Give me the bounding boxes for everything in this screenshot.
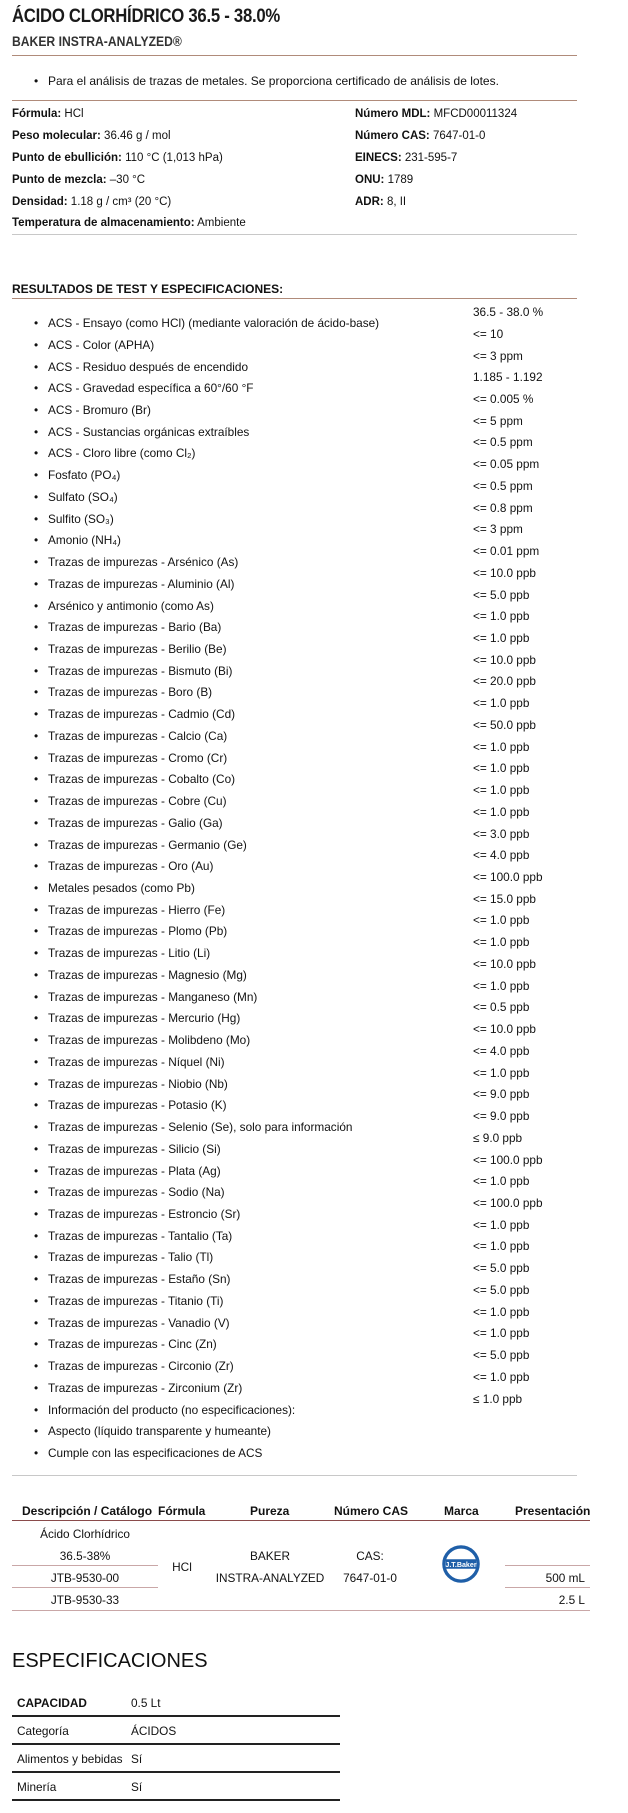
- row-rule: [12, 1587, 158, 1588]
- cas-line1: CAS:: [356, 1549, 384, 1563]
- description-bullet: • Para el análisis de trazas de metales. Se proporciona certificado de análisis de lotes.: [48, 74, 499, 88]
- table-row-catalog[interactable]: JTB-9530-33: [50, 1593, 120, 1607]
- description-line2: 36.5-38%: [59, 1549, 111, 1563]
- spec-value: <= 10.0 ppb: [473, 565, 536, 580]
- property-mdl: Número MDL: MFCD00011324: [355, 108, 518, 120]
- spec-value: <= 10: [473, 326, 504, 341]
- spec-value: <= 0.005 %: [473, 391, 534, 406]
- spec-value: <= 5.0 ppb: [473, 587, 530, 602]
- spec-value: 1.185 - 1.192: [473, 370, 543, 385]
- table-bottom-rule: [12, 1610, 590, 1611]
- spec-item: • Trazas de impurezas - Oro (Au): [48, 859, 213, 873]
- spec-item: • Trazas de impurezas - Cobre (Cu): [48, 794, 227, 808]
- property-boiling-point: Punto de ebullición: 110 °C (1,013 hPa): [12, 152, 223, 164]
- spec-item: • Trazas de impurezas - Selenio (Se), solo para información: [48, 1120, 352, 1134]
- spec-item: • ACS - Gravedad específica a 60°/60 °F: [48, 381, 254, 395]
- divider: [12, 298, 577, 299]
- formula-cell: HCl: [172, 1560, 192, 1574]
- spec-item: • Trazas de impurezas - Calcio (Ca): [48, 729, 227, 743]
- spec-item: • Trazas de impurezas - Magnesio (Mg): [48, 968, 247, 982]
- spec-value: <= 1.0 ppb: [473, 913, 530, 928]
- property-molecular-weight: Peso molecular: 36.46 g / mol: [12, 130, 171, 142]
- spec-value: ≤ 9.0 ppb: [473, 1130, 523, 1145]
- spec-value: <= 1.0 ppb: [473, 1369, 530, 1384]
- spec-value: <= 1.0 ppb: [473, 609, 530, 624]
- results-title: RESULTADOS DE TEST Y ESPECIFICACIONES:: [12, 282, 284, 296]
- cas-line2: 7647-01-0: [343, 1571, 397, 1585]
- spec-value: <= 3 ppm: [473, 522, 523, 537]
- table-row-catalog[interactable]: JTB-9530-00: [50, 1571, 120, 1585]
- spec-value: <= 100.0 ppb: [473, 870, 543, 884]
- divider: [12, 1475, 577, 1476]
- spec-item: • Trazas de impurezas - Silicio (Si): [48, 1142, 221, 1156]
- row-rule: [505, 1565, 590, 1566]
- spec-value: <= 1.0 ppb: [473, 761, 530, 776]
- spec-value: <= 4.0 ppb: [473, 848, 530, 863]
- spec-value: <= 10.0 ppb: [473, 652, 536, 667]
- row-rule: [12, 1565, 158, 1566]
- spec-value: <= 1.0 ppb: [473, 1174, 530, 1189]
- purity-line1: BAKER: [250, 1549, 290, 1563]
- spec-value: <= 20.0 ppb: [473, 674, 536, 689]
- spec-value-food: Sí: [131, 1752, 143, 1766]
- spec-item: • ACS - Bromuro (Br): [48, 403, 151, 417]
- spec-label-food: Alimentos y bebidas: [17, 1752, 123, 1766]
- spec-value: <= 0.01 ppm: [473, 544, 540, 558]
- spec-item: • Trazas de impurezas - Cinc (Zn): [48, 1337, 217, 1351]
- spec-value-mining: Sí: [131, 1780, 143, 1794]
- divider: [12, 234, 577, 235]
- spec-item: • Trazas de impurezas - Vanadio (V): [48, 1316, 230, 1330]
- divider: [12, 1771, 340, 1773]
- spec-value: <= 50.0 ppb: [473, 717, 536, 732]
- spec-item: • Trazas de impurezas - Titanio (Ti): [48, 1294, 223, 1308]
- spec-value: <= 3 ppm: [473, 348, 523, 363]
- spec-item: • Trazas de impurezas - Zirconium (Zr): [48, 1381, 242, 1395]
- spec-value: <= 10.0 ppb: [473, 1022, 536, 1037]
- spec-value: <= 9.0 ppb: [473, 1087, 530, 1102]
- spec-item: • Sulfito (SO₃): [48, 512, 114, 526]
- spec-value: <= 0.5 ppm: [473, 435, 533, 450]
- spec-item: • Trazas de impurezas - Berilio (Be): [48, 642, 227, 656]
- property-onu: ONU: 1789: [355, 174, 414, 186]
- spec-value: <= 1.0 ppb: [473, 1326, 530, 1341]
- presentation-cell: 500 mL: [545, 1571, 585, 1585]
- spec-item: • ACS - Cloro libre (como Cl₂): [48, 446, 195, 460]
- spec-value: <= 100.0 ppb: [473, 1195, 543, 1210]
- spec-item: • ACS - Ensayo (como HCl) (mediante valoración de ácido-base): [48, 316, 379, 330]
- jtbaker-logo: [442, 1545, 480, 1583]
- spec-item: • Trazas de impurezas - Niobio (Nb): [48, 1077, 228, 1091]
- spec-item: • Metales pesados (como Pb): [48, 881, 195, 895]
- spec-item: • Trazas de impurezas - Bismuto (Bi): [48, 664, 232, 678]
- spec-value: <= 5.0 ppb: [473, 1282, 530, 1297]
- spec-value: <= 5.0 ppb: [473, 1261, 530, 1276]
- spec-item: • Trazas de impurezas - Plomo (Pb): [48, 924, 227, 938]
- divider: [12, 1799, 340, 1801]
- header-brand: Marca: [444, 1504, 479, 1518]
- property-density: Densidad: 1.18 g / cm³ (20 °C): [12, 196, 172, 208]
- spec-item: • Trazas de impurezas - Plata (Ag): [48, 1164, 221, 1178]
- spec-item: • Trazas de impurezas - Molibdeno (Mo): [48, 1033, 250, 1047]
- header-purity: Pureza: [250, 1504, 290, 1518]
- spec-value: <= 3.0 ppb: [473, 826, 530, 841]
- spec-value: <= 15.0 ppb: [473, 891, 536, 906]
- property-einecs: EINECS: 231-595-7: [355, 152, 458, 164]
- divider: [12, 55, 577, 56]
- spec-value: <= 10.0 ppb: [473, 956, 536, 971]
- spec-value: <= 0.8 ppm: [473, 500, 533, 515]
- spec-value: <= 9.0 ppb: [473, 1109, 530, 1123]
- spec-value: <= 0.05 ppm: [473, 457, 540, 472]
- spec-item: • ACS - Sustancias orgánicas extraíbles: [48, 425, 249, 439]
- header-description: Descripción / Catálogo: [22, 1504, 153, 1518]
- spec-value: <= 1.0 ppb: [473, 1239, 530, 1254]
- row-rule: [505, 1587, 590, 1588]
- spec-item: • Trazas de impurezas - Cadmio (Cd): [48, 707, 235, 721]
- spec-value: <= 1.0 ppb: [473, 1304, 530, 1319]
- divider: [12, 100, 577, 101]
- description-line1: Ácido Clorhídrico: [40, 1527, 130, 1541]
- spec-value: <= 5.0 ppb: [473, 1348, 530, 1362]
- spec-value: <= 100.0 ppb: [473, 1152, 543, 1167]
- property-cas: Número CAS: 7647-01-0: [355, 130, 486, 142]
- property-formula: Fórmula: HCl: [12, 108, 84, 120]
- spec-item: • Fosfato (PO₄): [48, 468, 120, 482]
- spec-value: <= 5 ppm: [473, 413, 523, 428]
- spec-item: • Trazas de impurezas - Estaño (Sn): [48, 1272, 230, 1286]
- spec-value: 36.5 - 38.0 %: [473, 305, 544, 319]
- spec-item: • Trazas de impurezas - Boro (B): [48, 685, 212, 699]
- spec-item: • Amonio (NH₄): [48, 533, 121, 547]
- divider: [12, 1715, 340, 1717]
- property-adr: ADR: 8, II: [355, 196, 407, 208]
- spec-item: • Trazas de impurezas - Bario (Ba): [48, 620, 221, 634]
- spec-label-capacity: CAPACIDAD: [17, 1696, 87, 1710]
- spec-item: • ACS - Residuo después de encendido: [48, 360, 248, 374]
- spec-value: <= 1.0 ppb: [473, 1065, 530, 1080]
- spec-item: • Información del producto (no especificaciones):: [48, 1403, 295, 1417]
- logo-text: J.T.Baker: [445, 1560, 477, 1569]
- spec-value: <= 4.0 ppb: [473, 1043, 530, 1058]
- presentation-cell: 2.5 L: [558, 1593, 585, 1607]
- header-presentation: Presentación: [515, 1504, 591, 1518]
- spec-item: • Trazas de impurezas - Germanio (Ge): [48, 838, 247, 852]
- spec-item: • Trazas de impurezas - Cobalto (Co): [48, 772, 235, 786]
- spec-item: • Trazas de impurezas - Cromo (Cr): [48, 751, 227, 765]
- spec-item: • ACS - Color (APHA): [48, 338, 154, 352]
- spec-item: • Trazas de impurezas - Mercurio (Hg): [48, 1011, 240, 1025]
- spec-value: ≤ 1.0 ppb: [473, 1391, 523, 1406]
- spec-item: • Trazas de impurezas - Galio (Ga): [48, 816, 223, 830]
- spec-value: <= 1.0 ppb: [473, 783, 530, 798]
- spec-item: • Cumple con las especificaciones de ACS: [48, 1446, 262, 1460]
- header-formula: Fórmula: [158, 1504, 206, 1518]
- spec-item: • Trazas de impurezas - Litio (Li): [48, 946, 210, 960]
- product-title: ÁCIDO CLORHÍDRICO 36.5 - 38.0%: [12, 6, 281, 27]
- property-storage-temp: Temperatura de almacenamiento: Ambiente: [12, 217, 246, 229]
- spec-value: <= 1.0 ppb: [473, 978, 530, 993]
- spec-value: <= 0.5 ppb: [473, 1000, 530, 1015]
- spec-label-category: Categoría: [17, 1724, 69, 1738]
- divider: [12, 1743, 340, 1745]
- spec-value: <= 1.0 ppb: [473, 935, 530, 950]
- spec-item: • Trazas de impurezas - Níquel (Ni): [48, 1055, 225, 1069]
- spec-item: • Trazas de impurezas - Circonio (Zr): [48, 1359, 234, 1373]
- product-subtitle: BAKER INSTRA-ANALYZED®: [12, 34, 182, 49]
- spec-item: • Trazas de impurezas - Estroncio (Sr): [48, 1207, 240, 1221]
- spec-item: • Arsénico y antimonio (como As): [48, 599, 214, 613]
- spec-value: <= 1.0 ppb: [473, 739, 530, 754]
- spec-value: <= 1.0 ppb: [473, 804, 530, 819]
- spec-item: • Trazas de impurezas - Aluminio (Al): [48, 577, 234, 591]
- spec-value-category: ÁCIDOS: [131, 1724, 177, 1738]
- spec-item: • Trazas de impurezas - Tantalio (Ta): [48, 1229, 232, 1243]
- spec-item: • Trazas de impurezas - Sodio (Na): [48, 1185, 225, 1199]
- header-cas: Número CAS: [334, 1504, 409, 1518]
- spec-item: • Trazas de impurezas - Hierro (Fe): [48, 903, 225, 917]
- spec-item: • Trazas de impurezas - Arsénico (As): [48, 555, 238, 569]
- spec-item: • Trazas de impurezas - Manganeso (Mn): [48, 990, 257, 1004]
- table-header-rule: [12, 1520, 590, 1521]
- spec-label-mining: Minería: [17, 1780, 57, 1794]
- spec-value: <= 1.0 ppb: [473, 631, 530, 645]
- spec-item: • Trazas de impurezas - Talio (Tl): [48, 1250, 213, 1264]
- spec-value: <= 1.0 ppb: [473, 696, 530, 711]
- spec-value: <= 1.0 ppb: [473, 1217, 530, 1232]
- spec-value-capacity: 0.5 Lt: [131, 1696, 161, 1710]
- spec-item: • Trazas de impurezas - Potasio (K): [48, 1098, 227, 1112]
- spec-item: • Sulfato (SO₄): [48, 490, 118, 504]
- property-melting-point: Punto de mezcla: –30 °C: [12, 174, 146, 186]
- purity-line2: INSTRA-ANALYZED: [215, 1571, 325, 1585]
- spec-value: <= 0.5 ppm: [473, 478, 533, 493]
- specifications-title: ESPECIFICACIONES: [12, 1650, 208, 1672]
- spec-item: • Aspecto (líquido transparente y humeante): [48, 1424, 271, 1438]
